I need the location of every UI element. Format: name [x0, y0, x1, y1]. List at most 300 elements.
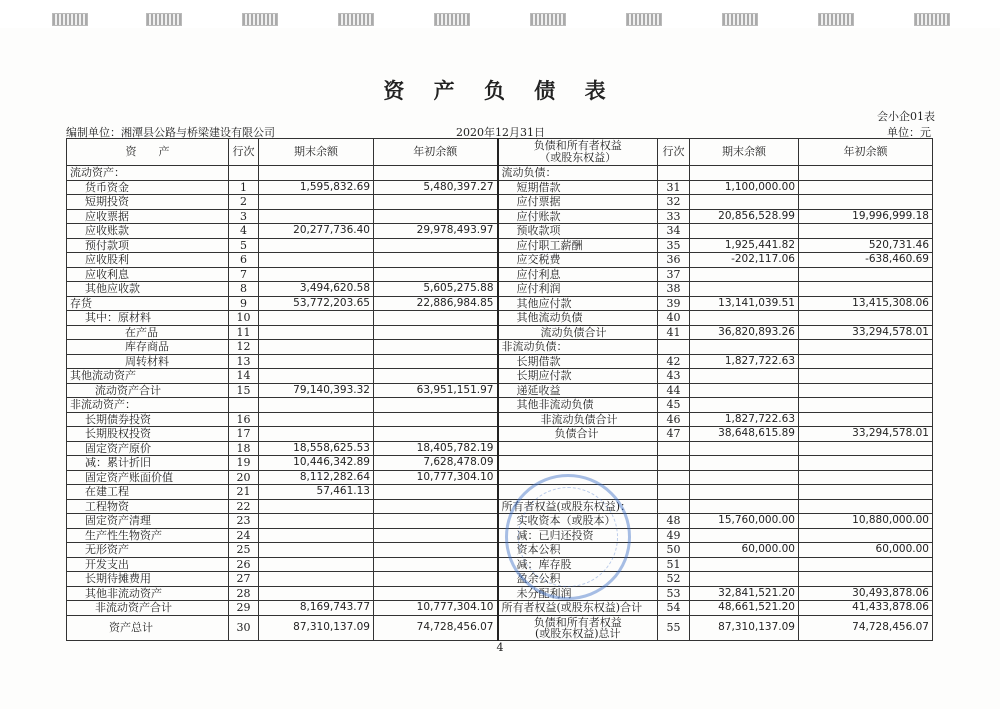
- asset-item-label: 其他非流动资产: [67, 586, 229, 601]
- asset-begin-balance: 5,480,397.27: [374, 180, 498, 195]
- liab-equity-item-label: 长期应付款: [498, 369, 658, 384]
- asset-begin-balance: [374, 427, 498, 442]
- asset-total-begin: 74,728,456.07: [374, 615, 498, 640]
- table-row: [67, 499, 933, 514]
- liab-equity-end-balance: 48,661,521.20: [690, 601, 799, 616]
- asset-item-label: 应收票据: [67, 209, 229, 224]
- asset-item-label: 其他流动资产: [67, 369, 229, 384]
- asset-item-label: 长期股权投资: [67, 427, 229, 442]
- liab-equity-begin-balance: [799, 311, 933, 326]
- asset-begin-balance: [374, 166, 498, 181]
- table-row: [67, 398, 933, 413]
- asset-end-balance: [259, 209, 374, 224]
- asset-item-label: 其中：原材料: [67, 311, 229, 326]
- asset-end-balance: 3,494,620.58: [259, 282, 374, 297]
- line-number: 34: [658, 224, 690, 239]
- asset-end-balance: [259, 499, 374, 514]
- table-row: [67, 514, 933, 529]
- line-number: 50: [658, 543, 690, 558]
- liab-equity-end-balance: [690, 572, 799, 587]
- table-row: [67, 238, 933, 253]
- table-row: [67, 427, 933, 442]
- line-number: 8: [229, 282, 259, 297]
- line-number: 28: [229, 586, 259, 601]
- asset-end-balance: 1,595,832.69: [259, 180, 374, 195]
- liab-equity-begin-balance: [799, 499, 933, 514]
- line-number: 33: [658, 209, 690, 224]
- line-number: 40: [658, 311, 690, 326]
- scan-registration-mark: [818, 13, 854, 26]
- asset-item-label: 开发支出: [67, 557, 229, 572]
- liab-equity-end-balance: 20,856,528.99: [690, 209, 799, 224]
- table-row: [67, 253, 933, 268]
- liab-equity-begin-balance: [799, 354, 933, 369]
- asset-end-balance: 20,277,736.40: [259, 224, 374, 239]
- table-row: [67, 485, 933, 500]
- liab-equity-begin-balance: 33,294,578.01: [799, 325, 933, 340]
- asset-begin-balance: [374, 209, 498, 224]
- asset-item-label: 减：累计折旧: [67, 456, 229, 471]
- table-row: [67, 325, 933, 340]
- liab-equity-end-balance: [690, 195, 799, 210]
- table-row: [67, 528, 933, 543]
- line-number: [229, 398, 259, 413]
- liab-equity-item-label: 应付利息: [498, 267, 658, 282]
- asset-end-balance: [259, 557, 374, 572]
- liab-equity-item-label: [498, 456, 658, 471]
- line-number: [658, 485, 690, 500]
- liab-equity-end-balance: [690, 267, 799, 282]
- asset-end-balance: [259, 325, 374, 340]
- liab-equity-item-label: 减：已归还投资: [498, 528, 658, 543]
- liab-equity-end-balance: [690, 311, 799, 326]
- asset-item-label: 工程物资: [67, 499, 229, 514]
- liab-equity-end-balance: [690, 224, 799, 239]
- asset-begin-balance: [374, 340, 498, 355]
- liab-equity-total-label: 负债和所有者权益 (或股东权益)总计: [498, 615, 658, 640]
- liab-equity-item-label: [498, 441, 658, 456]
- liab-equity-begin-balance: [799, 528, 933, 543]
- asset-item-label: 固定资产原价: [67, 441, 229, 456]
- liab-equity-item-label: 未分配利润: [498, 586, 658, 601]
- asset-item-label: 无形资产: [67, 543, 229, 558]
- asset-end-balance: [259, 586, 374, 601]
- asset-end-balance: 10,446,342.89: [259, 456, 374, 471]
- header-begin-balance: 年初余额: [374, 139, 498, 166]
- liab-equity-begin-balance: [799, 485, 933, 500]
- header-end-balance: 期末余额: [690, 139, 799, 166]
- line-number: 54: [658, 601, 690, 616]
- liab-equity-begin-balance: [799, 282, 933, 297]
- liab-equity-end-balance: 1,925,441.82: [690, 238, 799, 253]
- asset-end-balance: [259, 340, 374, 355]
- liab-equity-item-label: 非流动负债合计: [498, 412, 658, 427]
- asset-end-balance: [259, 427, 374, 442]
- asset-begin-balance: [374, 499, 498, 514]
- table-row: [67, 601, 933, 616]
- asset-begin-balance: 10,777,304.10: [374, 601, 498, 616]
- header-end-balance: 期末余额: [259, 139, 374, 166]
- line-number: 19: [229, 456, 259, 471]
- liab-equity-begin-balance: [799, 166, 933, 181]
- liab-equity-end-balance: [690, 470, 799, 485]
- asset-end-balance: 79,140,393.32: [259, 383, 374, 398]
- asset-total-end: 87,310,137.09: [259, 615, 374, 640]
- liab-equity-end-balance: [690, 441, 799, 456]
- asset-begin-balance: 22,886,984.85: [374, 296, 498, 311]
- line-number: 27: [229, 572, 259, 587]
- liab-equity-begin-balance: [799, 398, 933, 413]
- asset-item-label: 其他应收款: [67, 282, 229, 297]
- line-number: 29: [229, 601, 259, 616]
- line-number: 55: [658, 615, 690, 640]
- line-number: 11: [229, 325, 259, 340]
- line-number: [658, 340, 690, 355]
- asset-begin-balance: [374, 195, 498, 210]
- asset-item-label: 周转材料: [67, 354, 229, 369]
- scan-registration-mark: [626, 13, 662, 26]
- table-row: [67, 557, 933, 572]
- scan-registration-mark: [52, 13, 88, 26]
- report-date: 2020年12月31日: [456, 126, 545, 139]
- asset-end-balance: [259, 528, 374, 543]
- line-number: 17: [229, 427, 259, 442]
- liab-equity-begin-balance: [799, 369, 933, 384]
- table-row: [67, 224, 933, 239]
- asset-end-balance: [259, 572, 374, 587]
- liab-equity-begin-balance: [799, 383, 933, 398]
- header-line-no: 行次: [229, 139, 259, 166]
- liab-equity-item-label: 应付职工薪酬: [498, 238, 658, 253]
- liab-equity-end-balance: [690, 166, 799, 181]
- liab-equity-item-label: 负债合计: [498, 427, 658, 442]
- liab-equity-item-label: 其他流动负债: [498, 311, 658, 326]
- asset-end-balance: 57,461.13: [259, 485, 374, 500]
- balance-sheet-table: [66, 138, 933, 641]
- asset-end-balance: [259, 195, 374, 210]
- header-asset: 资 产: [67, 139, 229, 166]
- line-number: 24: [229, 528, 259, 543]
- liab-equity-begin-balance: [799, 441, 933, 456]
- table-row: [67, 296, 933, 311]
- line-number: 7: [229, 267, 259, 282]
- line-number: 47: [658, 427, 690, 442]
- liab-equity-begin-balance: [799, 224, 933, 239]
- asset-item-label: 非流动资产合计: [67, 601, 229, 616]
- line-number: [658, 499, 690, 514]
- liab-equity-item-label: 减：库存股: [498, 557, 658, 572]
- table-row: [67, 470, 933, 485]
- asset-end-balance: [259, 354, 374, 369]
- asset-begin-balance: [374, 311, 498, 326]
- asset-begin-balance: [374, 253, 498, 268]
- liab-equity-begin-balance: [799, 267, 933, 282]
- liab-equity-end-balance: [690, 528, 799, 543]
- table-row: [67, 311, 933, 326]
- line-number: 25: [229, 543, 259, 558]
- liab-equity-begin-balance: 30,493,878.06: [799, 586, 933, 601]
- line-number: 31: [658, 180, 690, 195]
- line-number: 16: [229, 412, 259, 427]
- line-number: 2: [229, 195, 259, 210]
- asset-end-balance: 53,772,203.65: [259, 296, 374, 311]
- asset-item-label: 流动资产合计: [67, 383, 229, 398]
- liab-equity-item-label: 应付账款: [498, 209, 658, 224]
- asset-end-balance: [259, 166, 374, 181]
- document-title: 资 产 负 债 表: [383, 79, 617, 103]
- asset-end-balance: [259, 543, 374, 558]
- liab-equity-total-end: 87,310,137.09: [690, 615, 799, 640]
- table-row: [67, 383, 933, 398]
- asset-end-balance: 8,112,282.64: [259, 470, 374, 485]
- liab-equity-begin-balance: -638,460.69: [799, 253, 933, 268]
- liab-equity-item-label: 预收款项: [498, 224, 658, 239]
- liab-equity-item-label: 实收资本（或股本）: [498, 514, 658, 529]
- asset-end-balance: [259, 398, 374, 413]
- liab-equity-item-label: 应付利润: [498, 282, 658, 297]
- liab-equity-begin-balance: 13,415,308.06: [799, 296, 933, 311]
- scan-registration-mark: [146, 13, 182, 26]
- asset-item-label: 应收股利: [67, 253, 229, 268]
- currency-unit: 单位：元: [887, 126, 931, 139]
- header-liabilities-equity: 负债和所有者权益 （或股东权益）: [498, 139, 658, 166]
- line-number: 30: [229, 615, 259, 640]
- line-number: 10: [229, 311, 259, 326]
- asset-item-label: 固定资产清理: [67, 514, 229, 529]
- asset-end-balance: [259, 253, 374, 268]
- liab-equity-end-balance: 13,141,039.51: [690, 296, 799, 311]
- line-number: 26: [229, 557, 259, 572]
- table-row: [67, 166, 933, 181]
- asset-begin-balance: [374, 398, 498, 413]
- liab-equity-item-label: [498, 470, 658, 485]
- asset-item-label: 生产性生物资产: [67, 528, 229, 543]
- asset-begin-balance: 7,628,478.09: [374, 456, 498, 471]
- asset-item-label: 非流动资产：: [67, 398, 229, 413]
- liab-equity-end-balance: [690, 499, 799, 514]
- asset-end-balance: [259, 514, 374, 529]
- asset-begin-balance: 10,777,304.10: [374, 470, 498, 485]
- line-number: [658, 441, 690, 456]
- line-number: 38: [658, 282, 690, 297]
- scan-registration-mark: [242, 13, 278, 26]
- line-number: 23: [229, 514, 259, 529]
- liab-equity-begin-balance: 41,433,878.06: [799, 601, 933, 616]
- table-row: [67, 456, 933, 471]
- line-number: 44: [658, 383, 690, 398]
- table-row: [67, 354, 933, 369]
- table-row: [67, 340, 933, 355]
- asset-item-label: 长期债券投资: [67, 412, 229, 427]
- liab-equity-begin-balance: 19,996,999.18: [799, 209, 933, 224]
- line-number: 5: [229, 238, 259, 253]
- liab-equity-end-balance: [690, 557, 799, 572]
- line-number: 20: [229, 470, 259, 485]
- liab-equity-total-begin: 74,728,456.07: [799, 615, 933, 640]
- asset-begin-balance: [374, 238, 498, 253]
- liab-equity-item-label: 长期借款: [498, 354, 658, 369]
- line-number: 32: [658, 195, 690, 210]
- line-number: 46: [658, 412, 690, 427]
- line-number: 37: [658, 267, 690, 282]
- asset-begin-balance: [374, 528, 498, 543]
- liab-equity-item-label: 所有者权益(或股东权益)合计: [498, 601, 658, 616]
- liab-equity-item-label: 所有者权益(或股东权益)：: [498, 499, 658, 514]
- asset-begin-balance: [374, 325, 498, 340]
- liab-equity-item-label: 流动负债：: [498, 166, 658, 181]
- liab-equity-end-balance: 60,000.00: [690, 543, 799, 558]
- liab-equity-end-balance: [690, 282, 799, 297]
- asset-item-label: 预付款项: [67, 238, 229, 253]
- asset-begin-balance: [374, 369, 498, 384]
- asset-begin-balance: [374, 267, 498, 282]
- asset-end-balance: [259, 369, 374, 384]
- line-number: 6: [229, 253, 259, 268]
- line-number: 52: [658, 572, 690, 587]
- preparing-organization: 编制单位：湘潭县公路与桥梁建设有限公司: [66, 126, 275, 139]
- liab-equity-end-balance: 15,760,000.00: [690, 514, 799, 529]
- asset-begin-balance: [374, 572, 498, 587]
- table-body: [67, 166, 933, 616]
- liab-equity-end-balance: -202,117.06: [690, 253, 799, 268]
- form-code: 会小企01表: [877, 110, 935, 123]
- table-row: [67, 543, 933, 558]
- header-line-no: 行次: [658, 139, 690, 166]
- liab-equity-end-balance: 1,100,000.00: [690, 180, 799, 195]
- asset-item-label: 存货: [67, 296, 229, 311]
- line-number: 45: [658, 398, 690, 413]
- scan-registration-mark: [434, 13, 470, 26]
- liab-equity-begin-balance: 520,731.46: [799, 238, 933, 253]
- liab-equity-item-label: 应付票据: [498, 195, 658, 210]
- asset-item-label: 短期投资: [67, 195, 229, 210]
- line-number: 1: [229, 180, 259, 195]
- asset-end-balance: [259, 311, 374, 326]
- line-number: 3: [229, 209, 259, 224]
- table-row: [67, 586, 933, 601]
- liab-equity-begin-balance: [799, 572, 933, 587]
- line-number: [658, 470, 690, 485]
- asset-begin-balance: [374, 514, 498, 529]
- table-row: [67, 282, 933, 297]
- line-number: 18: [229, 441, 259, 456]
- asset-end-balance: [259, 267, 374, 282]
- asset-end-balance: 18,558,625.53: [259, 441, 374, 456]
- asset-begin-balance: 29,978,493.97: [374, 224, 498, 239]
- liab-equity-item-label: 非流动负债：: [498, 340, 658, 355]
- asset-item-label: 应收账款: [67, 224, 229, 239]
- grand-total-row: [67, 615, 933, 640]
- liab-equity-begin-balance: 33,294,578.01: [799, 427, 933, 442]
- line-number: 51: [658, 557, 690, 572]
- liab-equity-end-balance: 1,827,722.63: [690, 412, 799, 427]
- liab-equity-end-balance: [690, 383, 799, 398]
- line-number: 43: [658, 369, 690, 384]
- liab-equity-item-label: 其他非流动负债: [498, 398, 658, 413]
- page-number: 4: [496, 641, 504, 654]
- asset-item-label: 应收利息: [67, 267, 229, 282]
- liab-equity-item-label: 资本公积: [498, 543, 658, 558]
- scan-registration-mark: [914, 13, 950, 26]
- header-begin-balance: 年初余额: [799, 139, 933, 166]
- line-number: [229, 166, 259, 181]
- asset-begin-balance: [374, 586, 498, 601]
- asset-end-balance: [259, 238, 374, 253]
- liab-equity-end-balance: 38,648,615.89: [690, 427, 799, 442]
- line-number: 41: [658, 325, 690, 340]
- asset-item-label: 长期待摊费用: [67, 572, 229, 587]
- line-number: 9: [229, 296, 259, 311]
- line-number: 13: [229, 354, 259, 369]
- liab-equity-begin-balance: 60,000.00: [799, 543, 933, 558]
- table-header-row: [67, 139, 933, 166]
- liab-equity-end-balance: [690, 369, 799, 384]
- line-number: 39: [658, 296, 690, 311]
- asset-begin-balance: [374, 354, 498, 369]
- liab-equity-item-label: [498, 485, 658, 500]
- asset-begin-balance: [374, 412, 498, 427]
- liab-equity-end-balance: 1,827,722.63: [690, 354, 799, 369]
- line-number: 4: [229, 224, 259, 239]
- line-number: 15: [229, 383, 259, 398]
- liab-equity-item-label: 应交税费: [498, 253, 658, 268]
- table-row: [67, 412, 933, 427]
- line-number: 21: [229, 485, 259, 500]
- table-row: [67, 369, 933, 384]
- scan-registration-mark: [338, 13, 374, 26]
- table-row: [67, 267, 933, 282]
- liab-equity-begin-balance: [799, 340, 933, 355]
- table-row: [67, 180, 933, 195]
- scan-header-strip: [0, 0, 1000, 28]
- liab-equity-item-label: 短期借款: [498, 180, 658, 195]
- liab-equity-begin-balance: [799, 180, 933, 195]
- line-number: 42: [658, 354, 690, 369]
- line-number: 35: [658, 238, 690, 253]
- asset-item-label: 在产品: [67, 325, 229, 340]
- liab-equity-end-balance: [690, 340, 799, 355]
- liab-equity-end-balance: [690, 485, 799, 500]
- line-number: 12: [229, 340, 259, 355]
- line-number: [658, 166, 690, 181]
- line-number: 49: [658, 528, 690, 543]
- liab-equity-begin-balance: [799, 412, 933, 427]
- liab-equity-end-balance: [690, 398, 799, 413]
- liab-equity-end-balance: [690, 456, 799, 471]
- line-number: 53: [658, 586, 690, 601]
- scan-registration-mark: [530, 13, 566, 26]
- asset-begin-balance: 63,951,151.97: [374, 383, 498, 398]
- asset-begin-balance: [374, 557, 498, 572]
- asset-end-balance: 8,169,743.77: [259, 601, 374, 616]
- asset-begin-balance: 5,605,275.88: [374, 282, 498, 297]
- line-number: 22: [229, 499, 259, 514]
- liab-equity-begin-balance: [799, 195, 933, 210]
- line-number: 36: [658, 253, 690, 268]
- table-row: [67, 209, 933, 224]
- line-number: 48: [658, 514, 690, 529]
- line-number: [658, 456, 690, 471]
- table-row: [67, 441, 933, 456]
- liab-equity-item-label: 递延收益: [498, 383, 658, 398]
- asset-begin-balance: 18,405,782.19: [374, 441, 498, 456]
- asset-total-label: 资产总计: [67, 615, 229, 640]
- liab-equity-end-balance: 36,820,893.26: [690, 325, 799, 340]
- table-row: [67, 572, 933, 587]
- liab-equity-item-label: 流动负债合计: [498, 325, 658, 340]
- asset-item-label: 货币资金: [67, 180, 229, 195]
- table-row: [67, 195, 933, 210]
